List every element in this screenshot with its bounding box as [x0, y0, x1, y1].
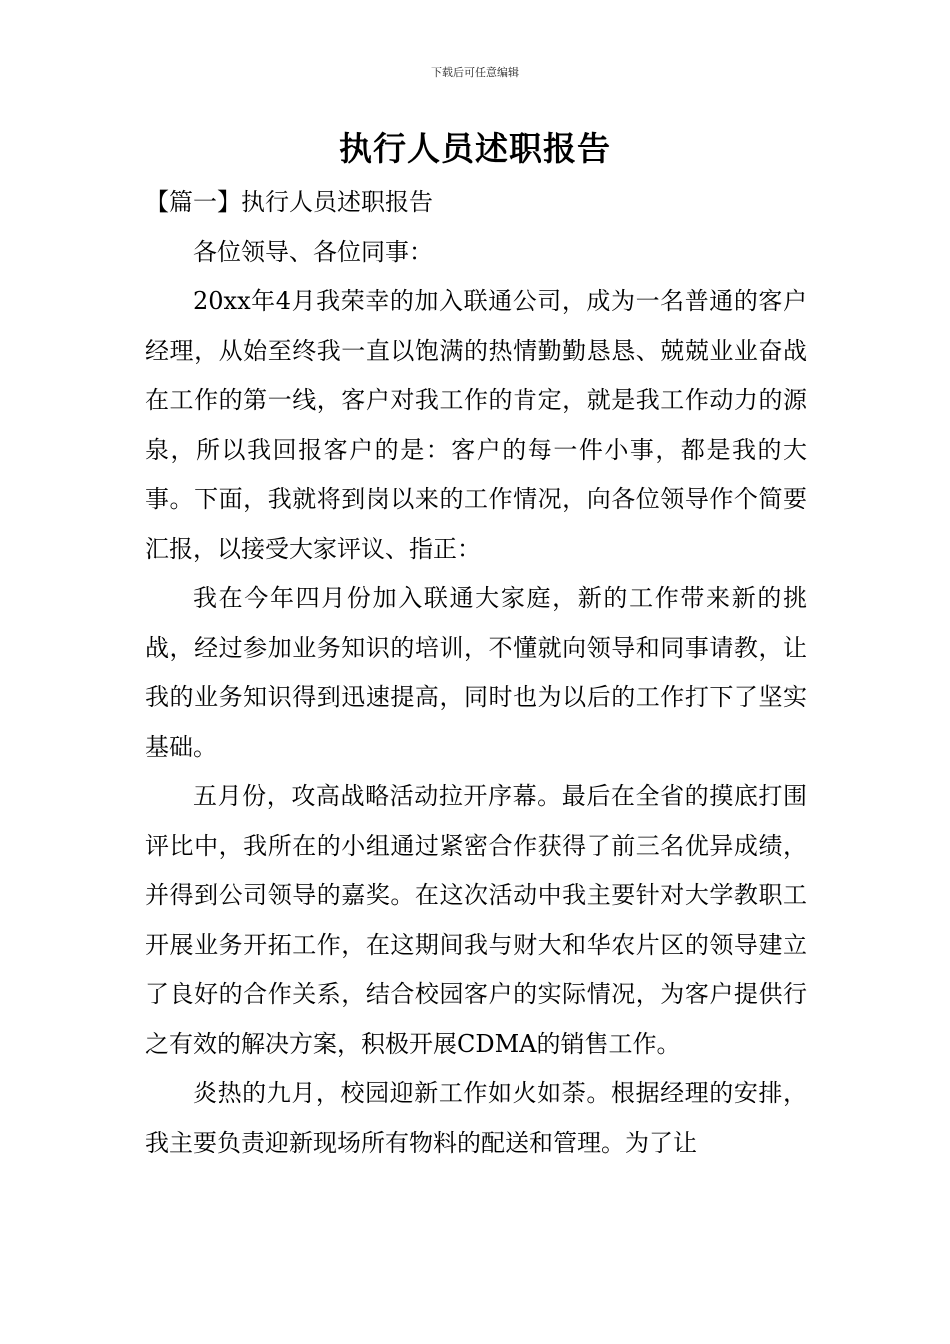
paragraph-april: 我在今年四月份加入联通大家庭，新的工作带来新的挑战，经过参加业务知识的培训，不懂就向领导和同事请教，让我的业务知识得到迅速提高，同时也为以后的工作打下了坚实基础。 [145, 584, 807, 761]
section-heading: 【篇一】执行人员述职报告 [145, 188, 433, 216]
paragraph-salutation: 各位领导、各位同事： [193, 237, 433, 266]
paragraph-may: 五月份，攻高战略活动拉开序幕。最后在全省的摸底打围评比中，我所在的小组通过紧密合作获得了前三名优异成绩，并得到公司领导的嘉奖。在这次活动中我主要针对大学教职工开展业务开拓工作，在这期间我与财大和华农片区的领导建立了良好的合作关系，结合校园客户的实际情况，为客户提供行之有效的解决方案，积极开展CDMA的销售工作。 [145, 782, 807, 1058]
document-body [145, 178, 807, 1168]
paragraph-september: 炎热的九月，校园迎新工作如火如荼。根据经理的安排，我主要负责迎新现场所有物料的配送和管理。为了让 [145, 1079, 807, 1157]
paragraph-intro: 20xx年4月我荣幸的加入联通公司，成为一名普通的客户经理，从始至终我一直以饱满的热情勤勤恳恳、兢兢业业奋战在工作的第一线，客户对我工作的肯定，就是我工作动力的源泉，所以我回报客户的是：客户的每一件小事，都是我的大事。下面，我就将到岗以来的工作情况，向各位领导作个简要汇报，以接受大家评议、指正： [145, 287, 807, 563]
document-title: 执行人员述职报告 [339, 129, 611, 168]
header-note: 下载后可任意编辑 [431, 66, 519, 79]
